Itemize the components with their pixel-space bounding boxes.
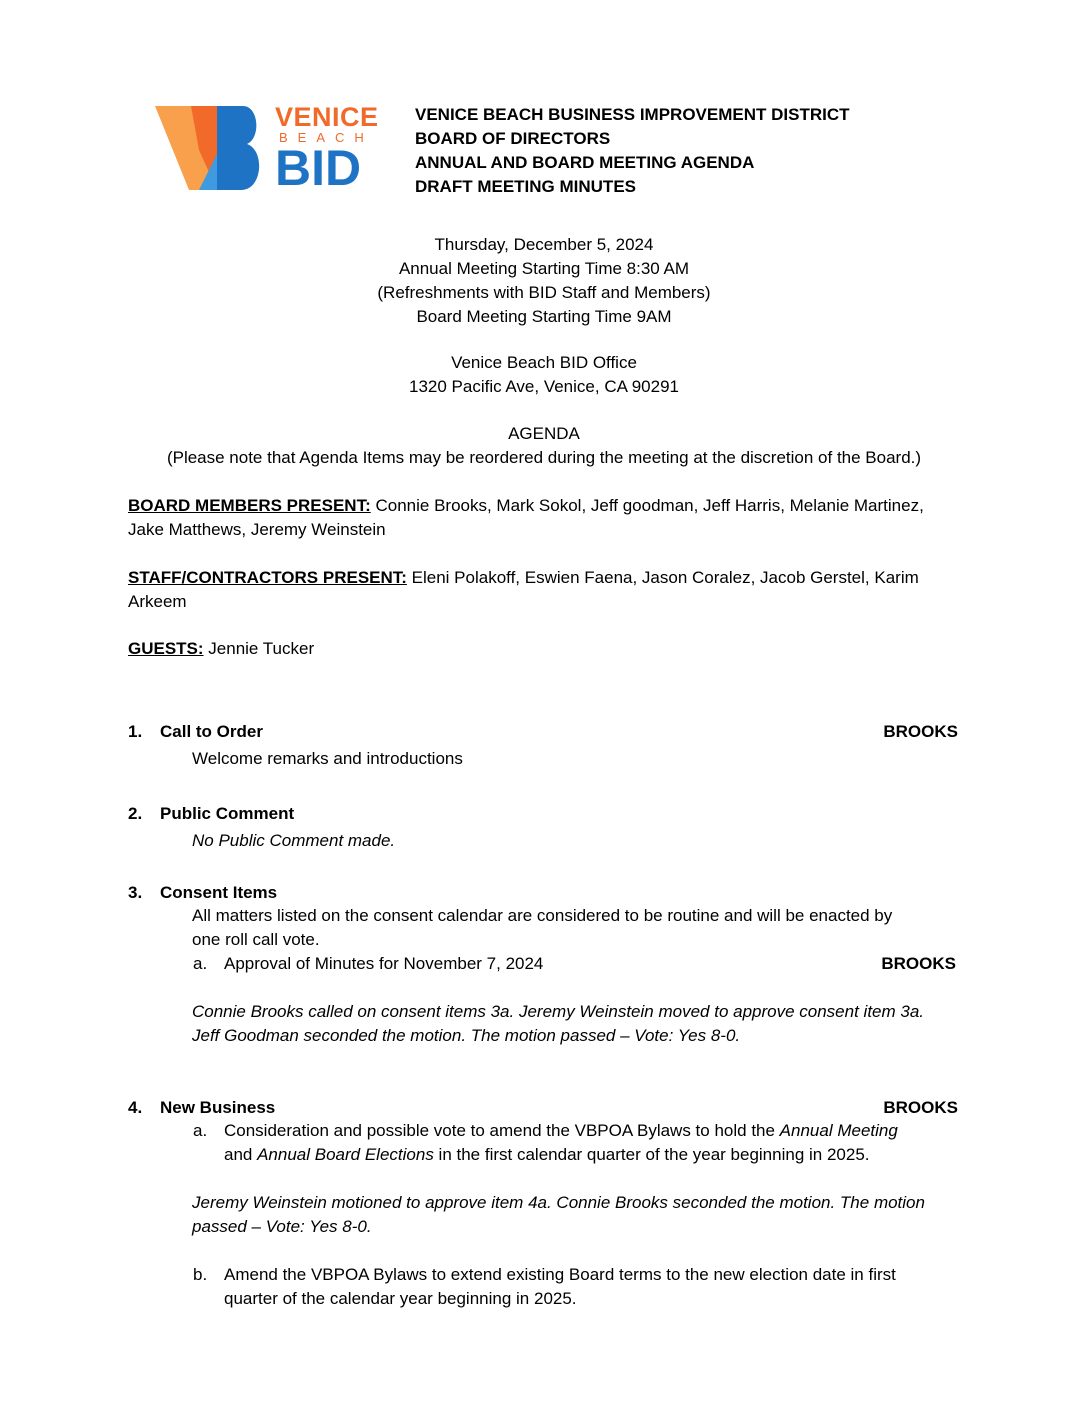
header-line-district: VENICE BEACH BUSINESS IMPROVEMENT DISTRICT xyxy=(415,105,850,124)
logo-word-venice: VENICE xyxy=(275,102,379,132)
item4a-annual-board-elections: Annual Board Elections xyxy=(257,1145,434,1164)
item4a-annual-meeting: Annual Meeting xyxy=(779,1121,898,1140)
staff-line1 xyxy=(128,566,919,590)
guests-list: Jennie Tucker xyxy=(203,639,315,658)
item3-note-line1: Connie Brooks called on consent items 3a. Jeremy Weinstein moved to approve consent item 3a. xyxy=(192,1002,925,1021)
item4a-line2 xyxy=(224,1143,870,1167)
location-address: 1320 Pacific Ave, Venice, CA 90291 xyxy=(409,377,679,396)
item1-description: Welcome remarks and introductions xyxy=(192,749,463,768)
logo-word-bid: BID xyxy=(275,140,362,196)
item2-description: No Public Comment made. xyxy=(192,831,396,850)
item4b-letter: b. xyxy=(193,1265,208,1284)
item4a-text-part3: in the first calendar quarter of the year beginning in 2025. xyxy=(433,1145,870,1164)
item4-title: New Business xyxy=(160,1098,276,1117)
refreshments-note: (Refreshments with BID Staff and Members) xyxy=(377,283,711,302)
agenda-note: (Please note that Agenda Items may be reordered during the meeting at the discretion of the Board.) xyxy=(166,448,922,467)
item1-number: 1. xyxy=(128,722,143,741)
item4a-line1 xyxy=(224,1119,898,1143)
item1-title: Call to Order xyxy=(160,722,263,741)
board-members-line1 xyxy=(128,494,924,518)
item2-number: 2. xyxy=(128,804,143,823)
item3-number: 3. xyxy=(128,883,143,902)
item3a-lead: BROOKS xyxy=(881,954,956,973)
location-name: Venice Beach BID Office xyxy=(451,353,637,372)
board-meeting-time: Board Meeting Starting Time 9AM xyxy=(416,307,672,326)
item4a-letter: a. xyxy=(193,1121,208,1140)
item3-description-line1: All matters listed on the consent calendar are considered to be routine and will be enacted by xyxy=(192,906,893,925)
meeting-date: Thursday, December 5, 2024 xyxy=(434,235,654,254)
board-members-line2: Jake Matthews, Jeremy Weinstein xyxy=(128,520,386,539)
item3-description-line2: one roll call vote. xyxy=(192,930,320,949)
header-line-board: BOARD OF DIRECTORS xyxy=(415,129,611,148)
staff-label: STAFF/CONTRACTORS PRESENT: xyxy=(128,568,407,587)
item1-lead: BROOKS xyxy=(883,722,958,741)
annual-meeting-time: Annual Meeting Starting Time 8:30 AM xyxy=(398,259,690,278)
guests-line xyxy=(128,637,314,661)
staff-list: Eleni Polakoff, Eswien Faena, Jason Coralez, Jacob Gerstel, Karim xyxy=(406,568,919,587)
item4-note-line2: passed – Vote: Yes 8-0. xyxy=(192,1217,372,1236)
item2-title: Public Comment xyxy=(160,804,295,823)
item4a-text-part2: and xyxy=(224,1145,258,1164)
board-members-list: Connie Brooks, Mark Sokol, Jeff goodman, Jeff Harris, Melanie Martinez, xyxy=(370,496,924,515)
staff-line2: Arkeem xyxy=(128,592,187,611)
venice-beach-bid-logo xyxy=(155,104,385,194)
item3-note-line2: Jeff Goodman seconded the motion. The motion passed – Vote: Yes 8-0. xyxy=(192,1026,741,1045)
header-line-agenda: ANNUAL AND BOARD MEETING AGENDA xyxy=(415,153,755,172)
item3a-text: Approval of Minutes for November 7, 2024 xyxy=(224,954,544,973)
item3-title: Consent Items xyxy=(160,883,278,902)
item3a-letter: a. xyxy=(193,954,208,973)
item4b-line1: Amend the VBPOA Bylaws to extend existing Board terms to the new election date in first xyxy=(224,1265,896,1284)
item4a-text-part1: Consideration and possible vote to amend the VBPOA Bylaws to hold the xyxy=(224,1121,780,1140)
guests-label: GUESTS: xyxy=(128,639,204,658)
board-members-label: BOARD MEMBERS PRESENT: xyxy=(128,496,371,515)
item4-lead: BROOKS xyxy=(883,1098,958,1117)
item4b-line2: quarter of the calendar year beginning in 2025. xyxy=(224,1289,577,1308)
header-line-minutes: DRAFT MEETING MINUTES xyxy=(415,177,636,196)
item4-number: 4. xyxy=(128,1098,143,1117)
logo-word-beach: BEACH xyxy=(279,130,374,145)
item4-note-line1: Jeremy Weinstein motioned to approve item 4a. Connie Brooks seconded the motion. The motion xyxy=(192,1193,925,1212)
agenda-title: AGENDA xyxy=(508,424,580,443)
logo-mark-icon xyxy=(155,104,265,192)
